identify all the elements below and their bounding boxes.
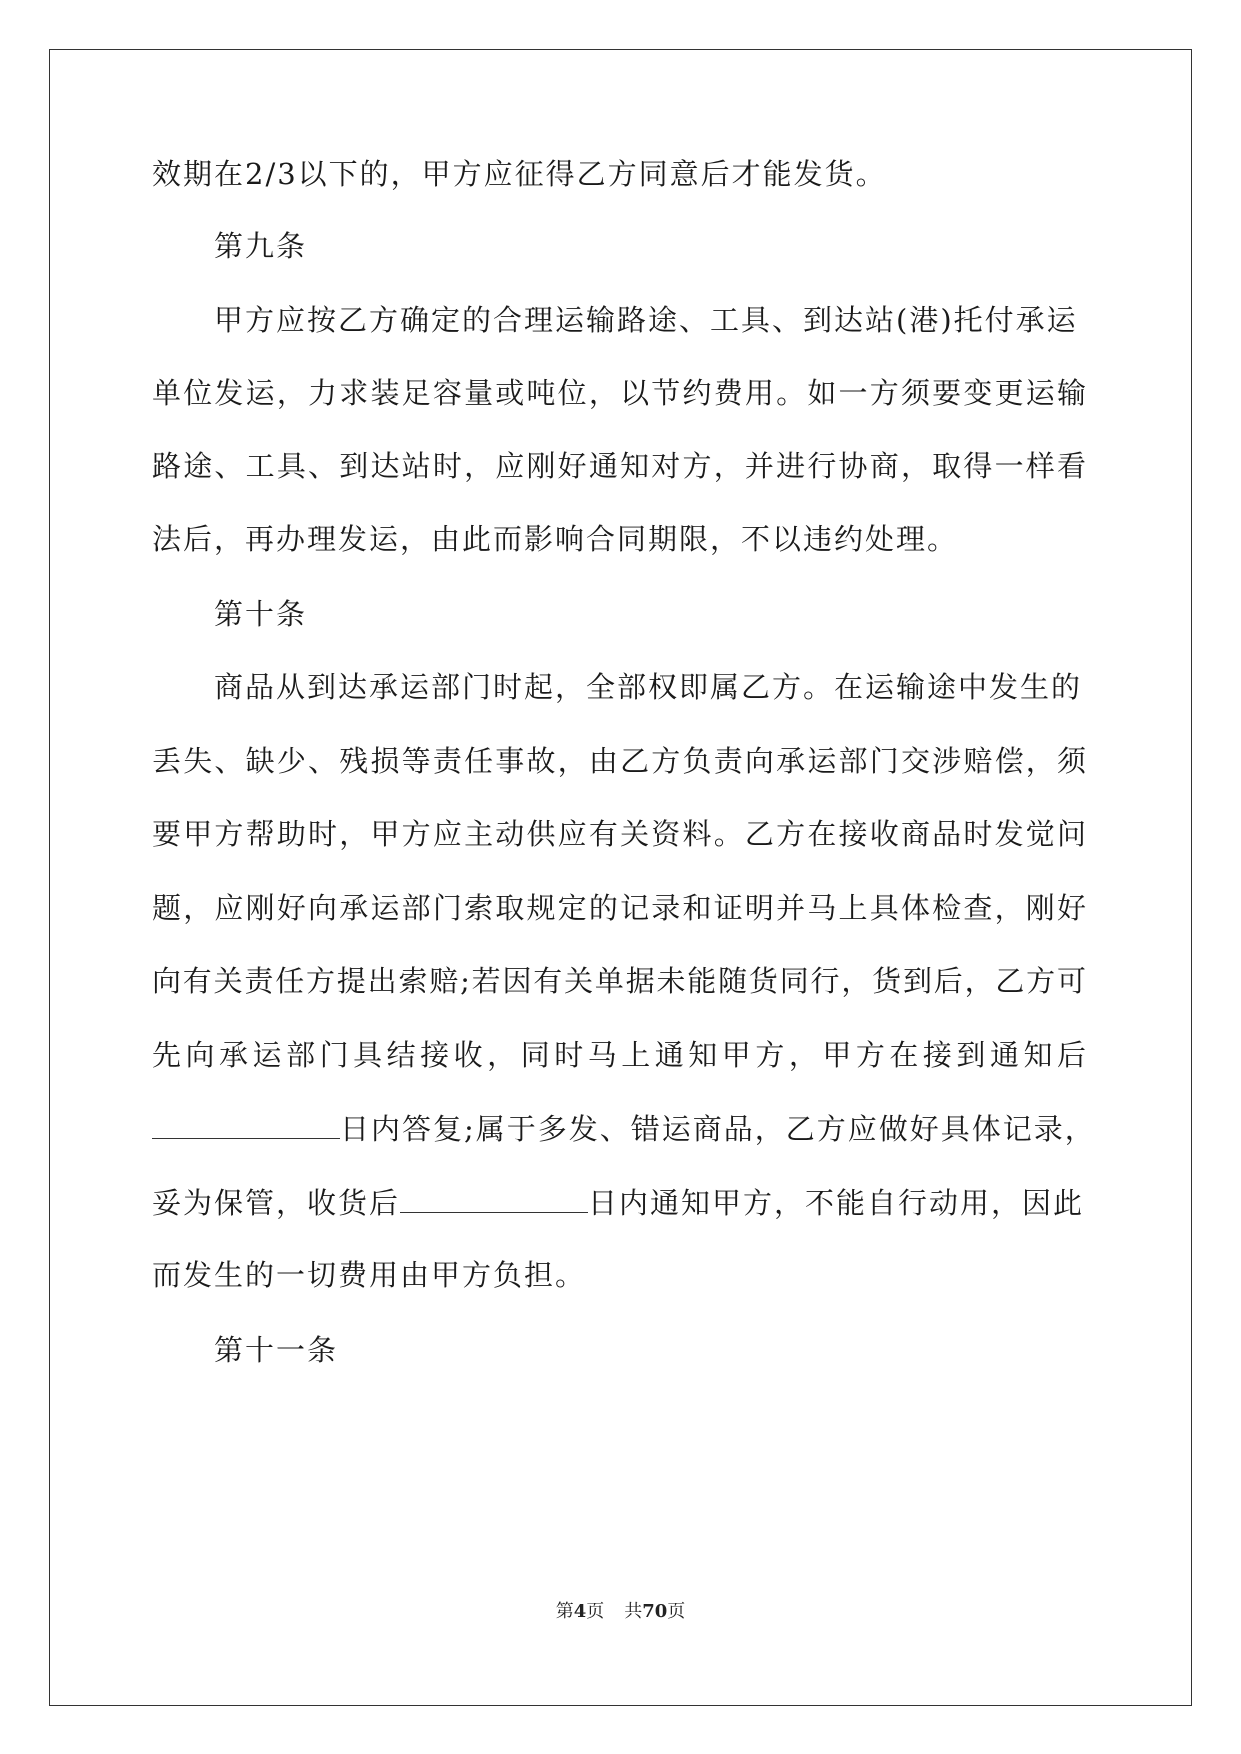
section-heading-10: 第十条 [214, 597, 308, 631]
body-line-14-text: 日内答复;属于多发、错运商品，乙方应做好具体记录， [340, 1112, 1096, 1146]
body-line-13: 先向承运部门具结接收，同时马上通知甲方，甲方在接到通知后 [152, 1038, 1086, 1072]
page-number: 4 [573, 1601, 587, 1622]
body-line-14 [152, 1108, 1096, 1149]
body-line-5: 路途、工具、到达站时，应刚好通知对方，并进行协商，取得一样看 [152, 449, 1086, 483]
body-line-6: 法后，再办理发运，由此而影响合同期限，不以违约处理。 [152, 522, 959, 556]
body-line-11: 题，应刚好向承运部门索取规定的记录和证明并马上具体检查，刚好 [152, 891, 1086, 925]
page-footer [0, 1600, 1241, 1624]
total-prefix: 共 [624, 1601, 643, 1622]
fill-in-blank [400, 1182, 588, 1213]
page-prefix: 第 [555, 1601, 574, 1622]
body-line-10: 要甲方帮助时，甲方应主动供应有关资料。乙方在接收商品时发觉问 [152, 817, 1086, 851]
page-unit: 页 [586, 1601, 605, 1622]
body-line-8: 商品从到达承运部门时起，全部权即属乙方。在运输途中发生的 [214, 670, 1083, 704]
fill-in-blank [152, 1108, 340, 1139]
section-heading-11: 第十一条 [214, 1333, 339, 1367]
section-heading-9: 第九条 [214, 229, 308, 263]
body-line-4: 单位发运，力求装足容量或吨位，以节约费用。如一方须要变更运输 [152, 376, 1086, 410]
body-line-15-text-b: 日内通知甲方，不能自行动用，因此 [588, 1186, 1085, 1220]
body-line-1: 效期在2/3以下的，甲方应征得乙方同意后才能发货。 [152, 157, 887, 191]
body-line-3: 甲方应按乙方确定的合理运输路途、工具、到达站(港)托付承运 [214, 303, 1078, 337]
page-border [49, 49, 1192, 1706]
body-line-15 [152, 1182, 1084, 1223]
body-line-16: 而发生的一切费用由甲方负担。 [152, 1258, 587, 1292]
body-line-15-text-a: 妥为保管，收货后 [152, 1186, 401, 1220]
body-line-9: 丢失、缺少、残损等责任事故，由乙方负责向承运部门交涉赔偿，须 [152, 744, 1086, 778]
total-unit: 页 [667, 1601, 686, 1622]
body-line-12: 向有关责任方提出索赔;若因有关单据未能随货同行，货到后，乙方可 [152, 964, 1086, 998]
total-pages: 70 [642, 1601, 668, 1622]
